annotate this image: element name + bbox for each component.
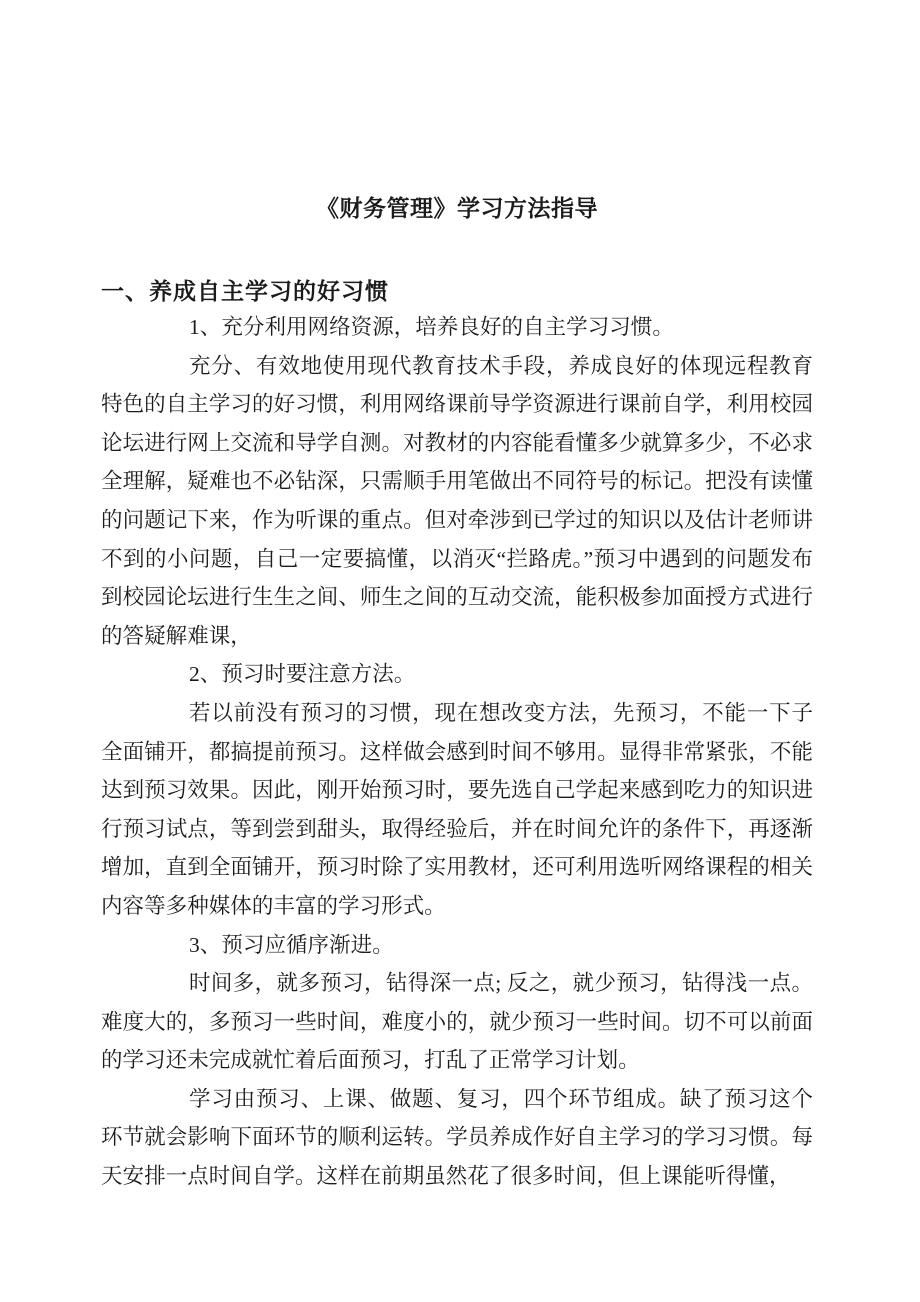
paragraph-item-2: 2、预习时要注意方法。: [189, 662, 416, 687]
paragraph-item-1: 1、充分利用网络资源，培养良好的自主学习习惯。: [189, 315, 674, 339]
paragraph-body-1: 充分、有效地使用现代教育技术手段，养成良好的体现远程教育特色的自主学习的好习惯，利用网络课前导学资源进行课前自学，利用校园论坛进行网上交流和导学自测。对教材的内容能看懂多少就算多少，不必求全理解，疑难也不必钻深，只需顺手用笔做出不同符号的标记。把没有读懂的问题记下来，作为听课的重点。但对牵涉到已学过的知识以及估计老师讲不到的小问题，自己一定要搞懂，以消灭“拦路虎。”预习中遇到的问题发布到校园论坛进行生生之间、师生之间的互动交流，能积极参加面授方式进行的答疑解难课，: [101, 353, 813, 648]
document-body: [101, 308, 813, 1196]
paragraph-body-3: 时间多，就多预习，钻得深一点; 反之，就少预习，钻得浅一点。难度大的，多预习一些时间，难度小的，就少预习一些时间。切不可以前面的学习还未完成就忙着后面预习，打乱了正常学习计划。: [101, 971, 813, 1073]
paragraph-item-3: 3、预习应循序渐进。: [189, 932, 394, 957]
section-heading: 一、养成自主学习的好习惯: [101, 279, 389, 304]
document-title: 《财务管理》学习方法指导: [316, 196, 598, 221]
document-content: [101, 0, 813, 1196]
paragraph-body-4: 学习由预习、上课、做题、复习，四个环节组成。缺了预习这个环节就会影响下面环节的顺利运转。学员养成作好自主学习的学习习惯。每天安排一点时间自学。这样在前期虽然花了很多时间，但上课能听得懂，: [101, 1086, 813, 1189]
paragraph-body-2: 若以前没有预习的习惯，现在想改变方法，先预习，不能一下子全面铺开，都搞提前预习。这样做会感到时间不够用。显得非常紧张，不能达到预习效果。因此，刚开始预习时，要先选自己学起来感到吃力的知识进行预习试点，等到尝到甜头，取得经验后，并在时间允许的条件下，再逐渐增加，直到全面铺开，预习时除了实用教材，还可利用选听网络课程的相关内容等多种媒体的丰富的学习形式。: [101, 700, 813, 918]
